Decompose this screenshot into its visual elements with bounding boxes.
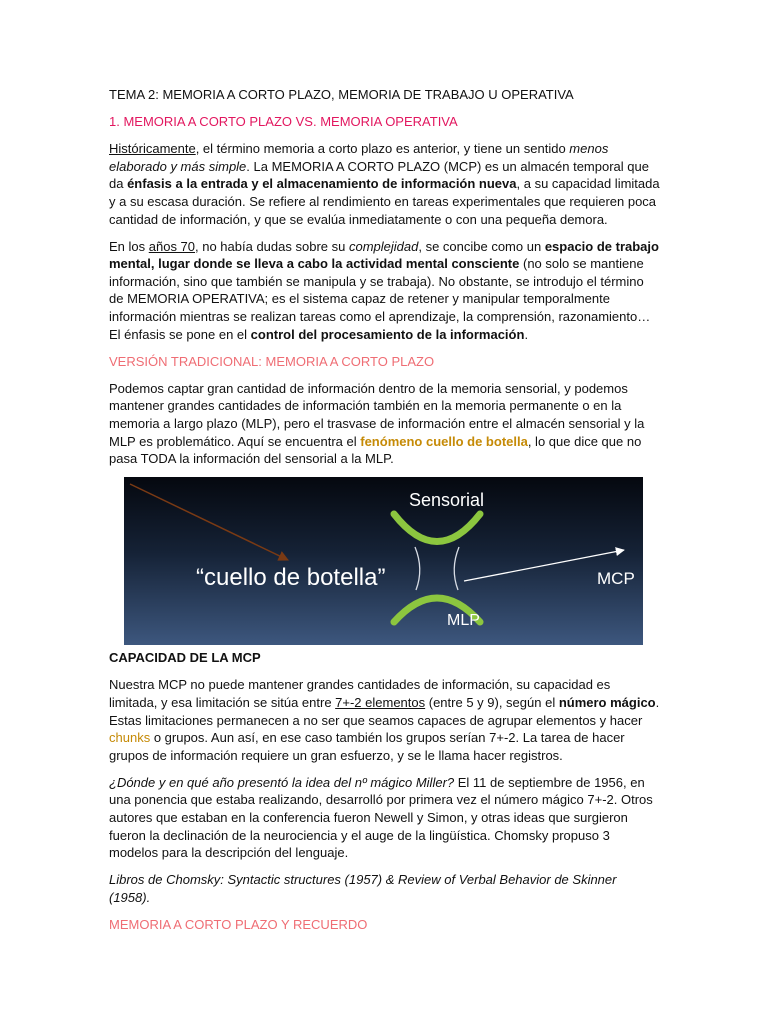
underlined-term: Históricamente: [109, 141, 196, 157]
highlighted-term: fenómeno cuello de botella: [360, 433, 528, 449]
subheading-version-tradicional: VERSIÓN TRADICIONAL: MEMORIA A CORTO PLAZO: [109, 353, 435, 369]
bold-text: énfasis a la entrada y el almacenamiento de información nueva: [127, 176, 517, 192]
cuello-label: “cuello de botella”: [196, 564, 386, 592]
mcp-label: MCP: [597, 569, 635, 589]
text-run: , a su capacidad limitada y a su escasa duración. Se refiere al rendimiento en tareas experimentales que requieren poca cantidad de información, y que se evalúa inmediatamente o con una pequeña demora.: [109, 176, 660, 227]
text-run: Podemos captar gran cantidad de información dentro de la memoria sensorial, y podemos mantener grandes cantidades de información también en la memoria permanente o en la memoria a largo plazo (MLP), pero el trasvase de información entre el almacén sensorial y la MLP es problemático. Aquí se encuentra el: [109, 380, 645, 449]
text-run: En los: [109, 238, 149, 254]
document-body: [109, 86, 661, 943]
text-run: , no había dudas sobre su: [195, 238, 349, 254]
highlighted-term: chunks: [109, 730, 151, 746]
text-run: , se concibe como un: [418, 238, 545, 254]
subheading-recuerdo: MEMORIA A CORTO PLAZO Y RECUERDO: [109, 917, 368, 932]
paragraph-cuello-botella: [109, 380, 661, 468]
bold-text: número mágico: [558, 694, 656, 710]
underlined-term: 7+-2 elementos: [335, 694, 426, 710]
italic-question: ¿Dónde y en qué año presentó la idea del nº mágico Miller?: [109, 774, 455, 790]
section-heading: 1. MEMORIA A CORTO PLAZO VS. MEMORIA OPERATIVA: [109, 114, 458, 130]
bottleneck-figure: [124, 477, 643, 645]
bold-text: espacio de trabajo mental, lugar donde se lleva a cabo la actividad mental consciente: [109, 238, 659, 272]
paragraph-capacidad: [109, 676, 661, 764]
underlined-term: años 70: [148, 238, 196, 254]
text-run: .: [524, 326, 529, 342]
text-run: Nuestra MCP no puede mantener grandes cantidades de información, su capacidad es limitada, y esa limitación se sitúa entre: [109, 677, 611, 710]
text-run: . La MEMORIA A CORTO PLAZO (MCP) es un almacén temporal que da: [109, 158, 649, 192]
sensorial-label: Sensorial: [409, 490, 485, 511]
italic-text: menos elaborado y más simple: [109, 141, 609, 174]
text-run: El 11 de septiembre de 1956, en una ponencia que estaba realizando, desarrolló por primera vez el número mágico 7+-2. Otros autores que estaban en la conferencia fueron Newell y Simon, y otras ideas que surgieron fueron la declinación de la neurociencia y el auge de la lingüística. Chomsky propuso 3 modelos para la descripción del lenguaje.: [109, 774, 653, 861]
bold-text: control del procesamiento de la información: [250, 326, 525, 342]
capacity-heading: CAPACIDAD DE LA MCP: [109, 650, 261, 666]
text-run: , el término memoria a corto plazo es anterior, y tiene un sentido: [195, 141, 570, 157]
paragraph-anos-70: [109, 238, 661, 344]
document-title: TEMA 2: MEMORIA A CORTO PLAZO, MEMORIA DE TRABAJO U OPERATIVA: [109, 87, 574, 102]
text-run: (no solo se mantiene información, sino que también se manipula y se trabaja). No obstante, se introdujo el término de MEMORIA OPERATIVA; es el sistema capaz de retener y manipular temporalmente información mientras se realizan tareas como el aprendizaje, la comprensión, razonamiento… El énfasis se pone en el: [109, 256, 651, 342]
paragraph-miller: [109, 774, 661, 862]
italic-text: complejidad: [348, 238, 419, 254]
mlp-label: MLP: [447, 612, 480, 630]
text-run: . Estas limitaciones permanecen a no ser que seamos capaces de agrupar elementos y hacer: [109, 694, 660, 728]
paragraph-chomsky-books: Libros de Chomsky: Syntactic structures (1957) & Review of Verbal Behavior de Skinner (1958).: [109, 872, 617, 905]
text-run: (entre 5 y 9), según el: [425, 694, 559, 710]
paragraph-historicamente: [109, 140, 661, 228]
text-run: , lo que dice que no pasa TODA la información del sensorial a la MLP.: [109, 433, 642, 467]
text-run: o grupos. Aun así, en ese caso también los grupos serían 7+-2. La tarea de hacer grupos de información requiere un gran esfuerzo, y se le llama hacer registros.: [109, 730, 625, 763]
